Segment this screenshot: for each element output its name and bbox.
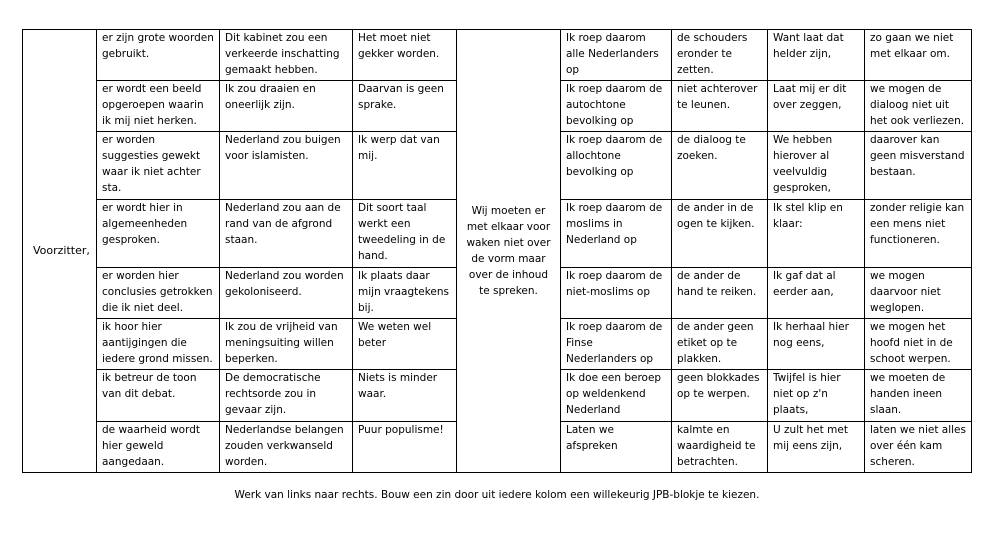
instruction-caption: Werk van links naar rechts. Bouw een zin door uit iedere kolom een willekeurig JPB-blokje te kiezen. [234, 489, 760, 501]
table-cell: Laten we afspreken [561, 422, 672, 473]
table-cell: ik hoor hier aantijgingen die iedere grond missen. [97, 319, 220, 370]
table-cell: Ik roep daarom de Finse Nederlanders op [561, 319, 672, 370]
table-cell: zonder religie kan een mens niet functioneren. [865, 200, 972, 268]
table-cell: laten we niet alles over één kam scheren. [865, 422, 972, 473]
table-cell: Ik gaf dat al eerder aan, [768, 268, 865, 319]
table-cell: de waarheid wordt hier geweld aangedaan. [97, 422, 220, 473]
table-cell: We weten wel beter [353, 319, 457, 370]
middle-cell: Wij moeten er met elkaar voor waken niet over de vorm maar over de inhoud te spreken. [457, 30, 561, 473]
table-cell: daarover kan geen misverstand bestaan. [865, 132, 972, 200]
table-cell: er wordt hier in algemeenheden gesproken. [97, 200, 220, 268]
table-cell: de dialoog te zoeken. [672, 132, 768, 200]
table-cell: Ik roep daarom de moslims in Nederland op [561, 200, 672, 268]
table-cell: Ik roep daarom alle Nederlanders op [561, 30, 672, 81]
table-cell: Laat mij er dit over zeggen, [768, 81, 865, 132]
table-cell: Puur populisme! [353, 422, 457, 473]
table-cell: Ik roep daarom de allochtone bevolking op [561, 132, 672, 200]
sentence-builder-table [22, 29, 972, 473]
table-cell: ik betreur de toon van dit debat. [97, 370, 220, 422]
table-cell: Ik roep daarom de niet-moslims op [561, 268, 672, 319]
table-cell: U zult het met mij eens zijn, [768, 422, 865, 473]
table-cell: we moeten de handen ineen slaan. [865, 370, 972, 422]
table-cell: de schouders eronder te zetten. [672, 30, 768, 81]
table-cell: er zijn grote woorden gebruikt. [97, 30, 220, 81]
table-cell: Daarvan is geen sprake. [353, 81, 457, 132]
table-cell: Twijfel is hier niet op z'n plaats, [768, 370, 865, 422]
table-cell: Ik zou draaien en oneerlijk zijn. [220, 81, 353, 132]
table-cell: Ik roep daarom de autochtone bevolking op [561, 81, 672, 132]
table-cell: Nederland zou buigen voor islamisten. [220, 132, 353, 200]
table-cell: Ik werp dat van mij. [353, 132, 457, 200]
table-cell: de ander de hand te reiken. [672, 268, 768, 319]
table-row [23, 30, 972, 81]
table-cell: we mogen daarvoor niet weglopen. [865, 268, 972, 319]
table-cell: Ik stel klip en klaar: [768, 200, 865, 268]
table-cell: geen blokkades op te werpen. [672, 370, 768, 422]
table-cell: zo gaan we niet met elkaar om. [865, 30, 972, 81]
table-cell: Ik herhaal hier nog eens, [768, 319, 865, 370]
table-cell: er worden suggesties gewekt waar ik niet achter sta. [97, 132, 220, 200]
table-cell: Nederlandse belangen zouden verkwanseld worden. [220, 422, 353, 473]
table-cell: de ander in de ogen te kijken. [672, 200, 768, 268]
table-cell: Dit soort taal werkt een tweedeling in de hand. [353, 200, 457, 268]
table-cell: we mogen de dialoog niet uit het ook verliezen. [865, 81, 972, 132]
table-cell: niet achterover te leunen. [672, 81, 768, 132]
table-cell: Nederland zou worden gekoloniseerd. [220, 268, 353, 319]
table-cell: De democratische rechtsorde zou in gevaar zijn. [220, 370, 353, 422]
table-cell: Ik doe een beroep op weldenkend Nederland [561, 370, 672, 422]
speaker-cell: Voorzitter, [23, 30, 97, 473]
table-cell: er worden hier conclusies getrokken die ik niet deel. [97, 268, 220, 319]
table-cell: Niets is minder waar. [353, 370, 457, 422]
table-cell: de ander geen etiket op te plakken. [672, 319, 768, 370]
table-cell: Nederland zou aan de rand van de afgrond staan. [220, 200, 353, 268]
table-cell: er wordt een beeld opgeroepen waarin ik mij niet herken. [97, 81, 220, 132]
table-cell: Ik plaats daar mijn vraagtekens bij. [353, 268, 457, 319]
table-cell: Want laat dat helder zijn, [768, 30, 865, 81]
table-cell: kalmte en waardigheid te betrachten. [672, 422, 768, 473]
table-cell: we mogen het hoofd niet in de schoot werpen. [865, 319, 972, 370]
table-cell: We hebben hierover al veelvuldig gesproken, [768, 132, 865, 200]
table-cell: Het moet niet gekker worden. [353, 30, 457, 81]
table-cell: Ik zou de vrijheid van meningsuiting willen beperken. [220, 319, 353, 370]
table-cell: Dit kabinet zou een verkeerde inschatting gemaakt hebben. [220, 30, 353, 81]
